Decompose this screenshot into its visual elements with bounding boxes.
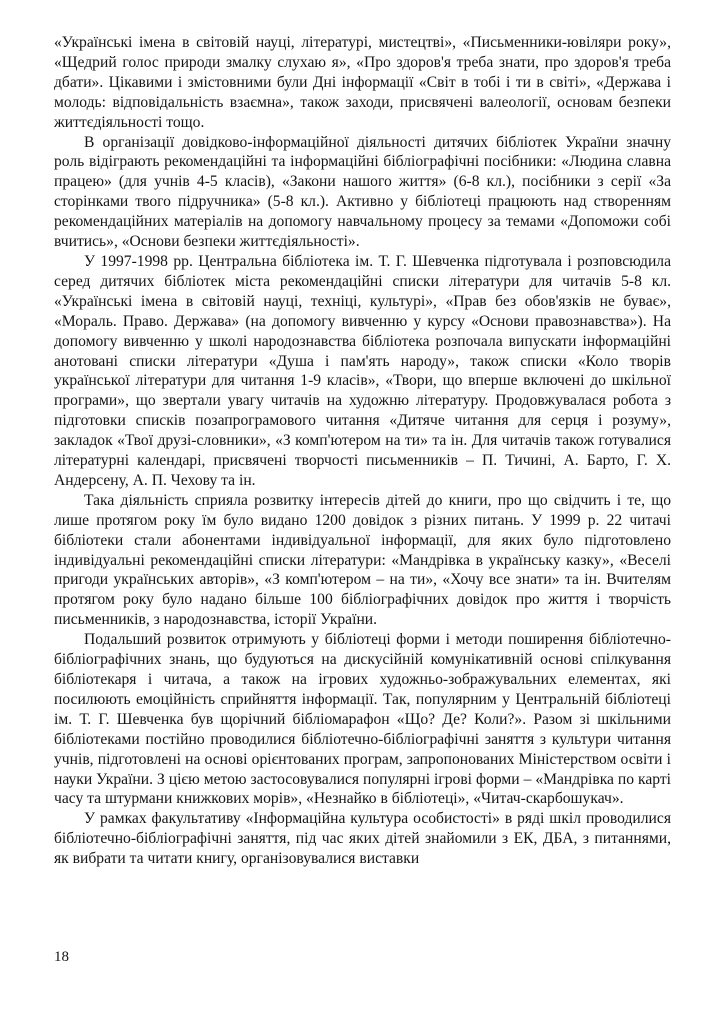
- body-text: [54, 33, 671, 869]
- paragraph-5: Подальший розвиток отримують у бібліотеці форми і методи поширення бібліотечно-бібліографічних знань, що будуються на дискусійній комунікативній основі спілкування бібліотекаря і читача, а також на ігрових художньо-зображувальних елементах, які посилюють емоційність сприйняття інформації. Так, популярним у Центральній бібліотеці ім. Т. Г. Шевченка був щорічний бібліомарафон «Що? Де? Коли?». Разом зі шкільними бібліотеками постійно проводилися бібліотечно-бібліографічні заняття з культури читання учнів, підготовлені на основі орієнтованих програм, запропонованих Міністерством освіти і науки України. З цією метою застосовувалися популярні ігрові форми – «Мандрівка по карті часу та штурмани книжкових морів», «Незнайко в бібліотеці», «Читач-скарбошукач».: [54, 631, 671, 808]
- paragraph-1: «Українські імена в світовій науці, літературі, мистецтві», «Письменники-ювіляри року», «Щедрий голос природи змалку слухаю я», «Про здоров'я треба знати, про здоров'я треба дбати». Цікавими і змістовними були Дні інформації «Світ в тобі і ти в світі», «Держава і молодь: відповідальність взаємна», також заходи, присвячені валеології, основам безпеки життєдіяльності тощо.: [54, 34, 671, 131]
- paragraph-4: Така діяльність сприяла розвитку інтересів дітей до книги, про що свідчить і те, що лише протягом року їм було видано 1200 довідок з різних питань. У 1999 р. 22 читачі бібліотеки стали абонентами індивідуальної інформації, для яких було підготовлено індивідуальні рекомендаційні списки літератури: «Мандрівка в українську казку», «Веселі пригоди українських авторів», «З комп'ютером – на ти», «Хочу все знати» та ін. Вчителям протягом року було надано більше 100 бібліографічних довідок про життя і творчість письменників, з народознавства, історії України.: [54, 491, 671, 629]
- paragraph-3: У 1997-1998 рр. Центральна бібліотека ім. Т. Г. Шевченка підготувала і розповсюдила серед дитячих бібліотек міста рекомендаційні списки літератури для читачів 5-8 кл. «Українські імена в світовій науці, техніці, культурі», «Прав без обов'язків не буває», «Мораль. Право. Держава» (на допомогу вивченню у курсу «Основи правознавства»). На допомогу вивченню у школі народознавства бібліотека розпочала випускати інформаційні анотовані списки літератури «Душа і пам'ять народу», також списки «Коло творів української літератури для читання 1-9 класів», «Твори, що вперше включені до шкільної програми», що звертали увагу читачів на художню літературу. Продовжувалася робота з підготовки списків позапрограмового читання «Дитяче читання для серця і розуму», закладок «Твої друзі-словники», «З комп'ютером на ти» та ін. Для читачів також готувалися літературні календарі, присвячені творчості письменників – П. Тичині, А. Барто, Г. Х. Андерсену, А. П. Чехову та ін.: [54, 252, 671, 489]
- page-number: 18: [54, 949, 69, 965]
- paragraph-6: У рамках факультативу «Інформаційна культура особистості» в ряді шкіл проводилися бібліотечно-бібліографічні заняття, під час яких дітей знайомили з ЕК, ДБА, з питаннями, як вибрати та читати книгу, організовувалися виставки: [54, 810, 671, 868]
- paragraph-2: В організації довідково-інформаційної діяльності дитячих бібліотек України значну роль відіграють рекомендаційні та інформаційні бібліографічні посібники: «Людина славна працею» (для учнів 4-5 класів), «Закони нашого життя» (6-8 кл.), посібники з серії «За сторінками твого підручника» (5-8 кл.). Активно у бібліотеці працюють над створенням рекомендаційних матеріалів на допомогу навчальному процесу за темами «Допоможи собі вчитись», «Основи безпеки життєдіяльності».: [54, 133, 671, 251]
